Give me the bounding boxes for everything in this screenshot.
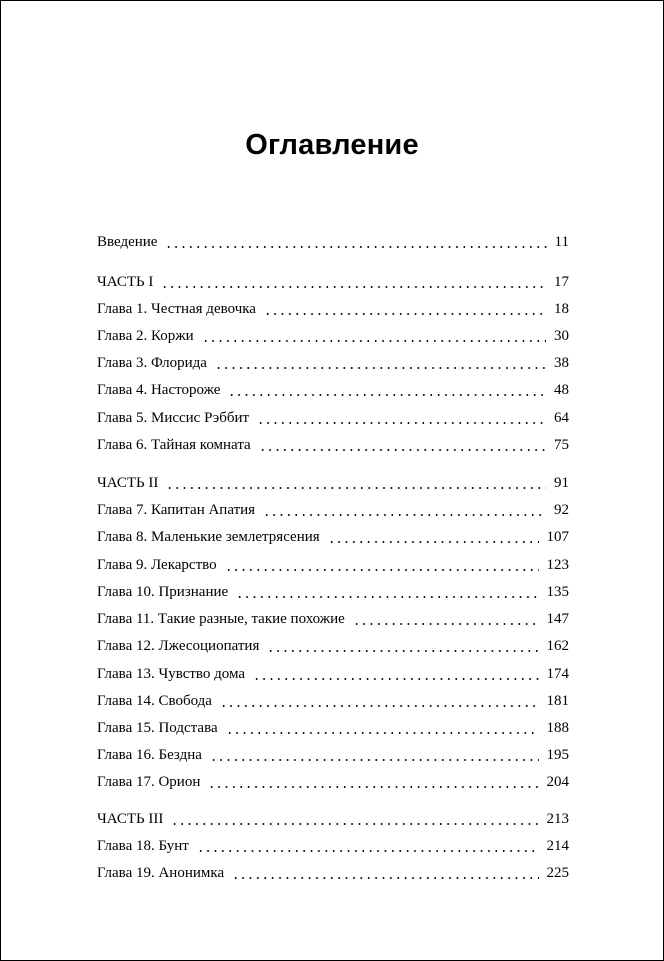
toc-entry-part-2: [97, 472, 569, 494]
toc-entry-chapter-12: [97, 635, 569, 657]
toc-entry-label: Введение: [97, 234, 158, 250]
toc-entry-page: 75: [554, 437, 569, 453]
toc-entry-label: Глава 2. Коржи: [97, 328, 194, 344]
toc-entry-label: Глава 5. Миссис Рэббит: [97, 410, 250, 426]
toc-entry-chapter-18: [97, 835, 569, 857]
toc-entry-chapter-4: [97, 379, 569, 401]
dot-leader: [210, 759, 539, 761]
dot-leader: [171, 823, 538, 825]
toc-entry-label: Глава 7. Капитан Апатия: [97, 502, 256, 518]
toc-entry-chapter-1: [97, 298, 569, 320]
toc-entry-chapter-15: [97, 717, 569, 739]
dot-leader: [208, 786, 538, 788]
toc-entry-chapter-10: [97, 581, 569, 603]
toc-entry-page: 174: [546, 666, 569, 682]
toc-entry-label: Глава 19. Анонимка: [97, 865, 225, 881]
toc-entry-chapter-3: [97, 352, 569, 374]
toc-entry-label: Глава 6. Тайная комната: [97, 437, 251, 453]
dot-leader: [215, 367, 546, 369]
page-title: Оглавление: [245, 129, 419, 161]
toc-entry-page: 147: [546, 611, 569, 627]
toc-entry-page: 162: [546, 638, 569, 654]
toc-entry-page: 107: [546, 529, 569, 545]
toc-entry-page: 48: [554, 382, 569, 398]
toc-entry-chapter-7: [97, 499, 569, 521]
toc-entry-page: 11: [554, 234, 569, 250]
toc-entry-label: Глава 14. Свобода: [97, 693, 212, 709]
dot-leader: [232, 877, 538, 879]
toc-entry-introduction: [97, 231, 569, 253]
toc-entry-chapter-2: [97, 325, 569, 347]
dot-leader: [353, 623, 539, 625]
dot-leader: [236, 596, 538, 598]
toc-entry-label: ЧАСТЬ I: [97, 274, 154, 290]
toc-entry-chapter-17: [97, 771, 569, 793]
dot-leader: [257, 422, 546, 424]
toc-entry-label: Глава 17. Орион: [97, 774, 201, 790]
toc-entry-page: 17: [554, 274, 569, 290]
toc-entry-part-1: [97, 271, 569, 293]
toc-entry-page: 188: [546, 720, 569, 736]
dot-leader: [165, 246, 546, 248]
dot-leader: [328, 541, 539, 543]
toc-entry-label: Глава 13. Чувство дома: [97, 666, 246, 682]
toc-entry-part-3: [97, 808, 569, 830]
toc-entry-chapter-11: [97, 608, 569, 630]
dot-leader: [166, 487, 546, 489]
dot-leader: [226, 732, 539, 734]
toc-entry-label: Глава 15. Подстава: [97, 720, 218, 736]
dot-leader: [220, 705, 539, 707]
toc-entry-page: 181: [546, 693, 569, 709]
dot-leader: [263, 514, 546, 516]
toc-entry-chapter-19: [97, 862, 569, 884]
toc-entry-page: 123: [546, 557, 569, 573]
toc-entry-chapter-5: [97, 407, 569, 429]
toc-entry-label: Глава 18. Бунт: [97, 838, 189, 854]
dot-leader: [225, 569, 539, 571]
toc-entry-page: 38: [554, 355, 569, 371]
toc-entry-chapter-13: [97, 663, 569, 685]
toc-entry-label: Глава 11. Такие разные, такие похожие: [97, 611, 345, 627]
toc-entry-page: 225: [546, 865, 569, 881]
toc-entry-page: 18: [554, 301, 569, 317]
dot-leader: [264, 313, 546, 315]
toc-entry-page: 135: [546, 584, 569, 600]
toc-entry-label: Глава 4. Настороже: [97, 382, 221, 398]
toc-entry-label: ЧАСТЬ III: [97, 811, 164, 827]
toc-entry-page: 213: [546, 811, 569, 827]
dot-leader: [259, 449, 546, 451]
toc-entry-label: Глава 16. Бездна: [97, 747, 202, 763]
dot-leader: [197, 850, 539, 852]
toc-entry-page: 64: [554, 410, 569, 426]
toc-entry-page: 92: [554, 502, 569, 518]
dot-leader: [267, 650, 538, 652]
toc-entry-chapter-6: [97, 434, 569, 456]
toc-entry-label: Глава 3. Флорида: [97, 355, 207, 371]
toc-entry-label: Глава 9. Лекарство: [97, 557, 217, 573]
toc-entry-label: ЧАСТЬ II: [97, 475, 159, 491]
dot-leader: [202, 340, 546, 342]
toc-entry-label: Глава 12. Лжесоциопатия: [97, 638, 260, 654]
toc-entry-page: 30: [554, 328, 569, 344]
dot-leader: [228, 394, 546, 396]
toc-entry-chapter-9: [97, 554, 569, 576]
toc-entry-page: 91: [554, 475, 569, 491]
toc-entry-page: 195: [546, 747, 569, 763]
dot-leader: [161, 286, 546, 288]
dot-leader: [253, 678, 538, 680]
toc-entry-chapter-8: [97, 526, 569, 548]
toc-entry-page: 204: [546, 774, 569, 790]
toc-entry-label: Глава 10. Признание: [97, 584, 229, 600]
toc-entry-label: Глава 1. Честная девочка: [97, 301, 256, 317]
toc-entry-chapter-14: [97, 690, 569, 712]
toc-entry-page: 214: [546, 838, 569, 854]
toc-entry-label: Глава 8. Маленькие землетрясения: [97, 529, 320, 545]
toc-entry-chapter-16: [97, 744, 569, 766]
